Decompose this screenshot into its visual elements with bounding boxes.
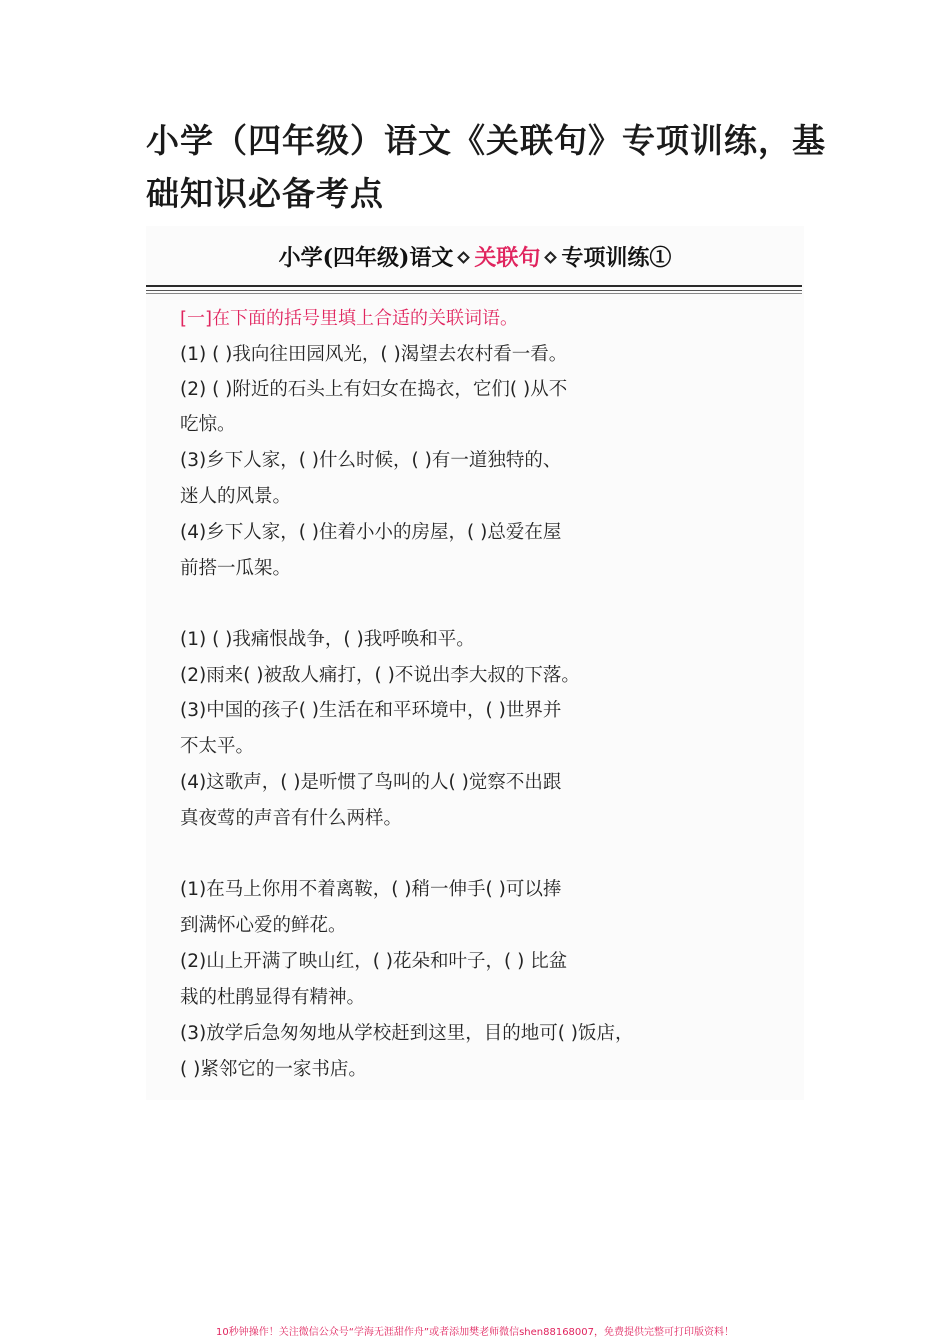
worksheet-image bbox=[146, 226, 804, 1100]
worksheet-header-right: 专项训练① bbox=[561, 245, 672, 271]
exercise-line: 前搭一瓜架。 bbox=[180, 558, 292, 579]
worksheet-header-left: 小学(四年级)语文 bbox=[278, 245, 454, 271]
header-divider bbox=[146, 290, 802, 291]
exercise-line: 到满怀心爱的鲜花。 bbox=[180, 915, 347, 936]
header-divider bbox=[146, 293, 802, 294]
exercise-line: (1)在马上你用不着离鞍，( )稍一伸手( )可以捧 bbox=[180, 879, 562, 900]
section-heading: [一]在下面的括号里填上合适的关联词语。 bbox=[180, 308, 519, 329]
exercise-line: 不太平。 bbox=[180, 736, 255, 757]
exercise-line: (2) ( )附近的石头上有妇女在捣衣，它们( )从不 bbox=[180, 379, 568, 400]
exercise-line: 吃惊。 bbox=[180, 414, 236, 435]
exercise-line: (2)雨来( )被敌人痛打，( )不说出李大叔的下落。 bbox=[180, 665, 580, 686]
exercise-line: (3)中国的孩子( )生活在和平环境中，( )世界并 bbox=[180, 700, 562, 721]
exercise-line: (1) ( )我痛恨战争，( )我呼唤和平。 bbox=[180, 629, 475, 650]
exercise-line: (2)山上开满了映山红，( )花朵和叶子，( ) 比盆 bbox=[180, 951, 568, 972]
exercise-line: 迷人的风景。 bbox=[180, 486, 292, 507]
exercise-line: 真夜莺的声音有什么两样。 bbox=[180, 808, 403, 829]
exercise-line: 栽的杜鹃显得有精神。 bbox=[180, 987, 366, 1008]
footer-note: 10秒钟操作！关注微信公众号“学海无涯甜作舟”或者添加樊老师微信shen88168007，免费提供完整可打印版资料！ bbox=[215, 1327, 735, 1338]
exercise-line: (4)乡下人家，( )住着小小的房屋，( )总爱在屋 bbox=[180, 522, 562, 543]
exercise-line: ( )紧邻它的一家书店。 bbox=[180, 1059, 367, 1080]
exercise-line: (1) ( )我向往田园风光，( )渴望去农村看一看。 bbox=[180, 344, 568, 365]
page-title: 小学（四年级）语文《关联句》专项训练，基础知识必备考点 bbox=[146, 121, 826, 213]
header-divider bbox=[146, 285, 802, 287]
diamond-icon bbox=[458, 251, 471, 264]
worksheet-header bbox=[146, 238, 804, 278]
worksheet-header-highlight: 关联句 bbox=[474, 245, 541, 271]
exercise-line: (3)放学后急匆匆地从学校赶到这里，目的地可( )饭店， bbox=[180, 1023, 634, 1044]
exercise-line: (3)乡下人家，( )什么时候，( )有一道独特的、 bbox=[180, 450, 562, 471]
diamond-icon bbox=[545, 251, 558, 264]
exercise-line: (4)这歌声，( )是听惯了鸟叫的人( )觉察不出跟 bbox=[180, 772, 562, 793]
